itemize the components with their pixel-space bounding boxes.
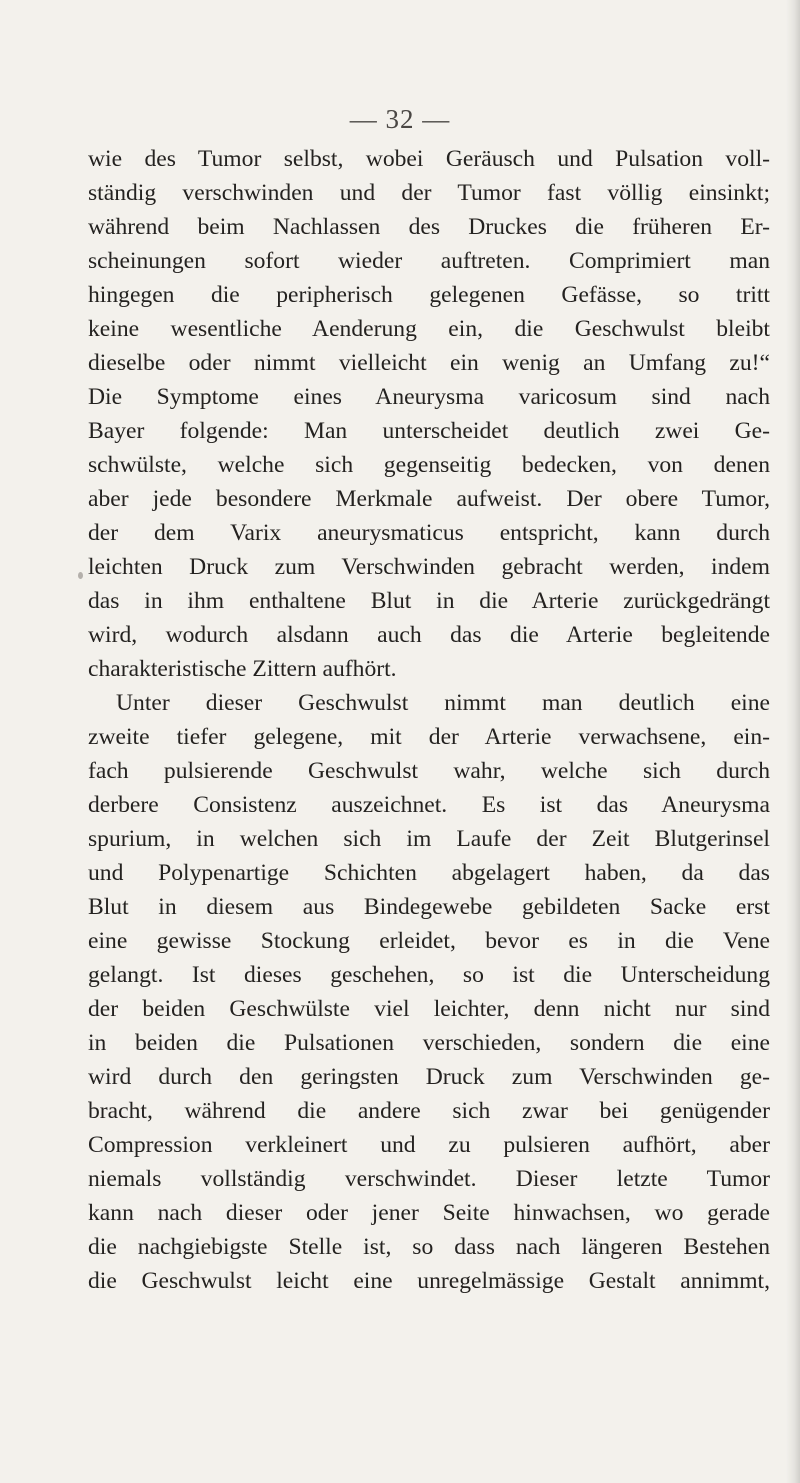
page-number: — 32 — xyxy=(349,104,451,134)
text-line: wird durch den geringsten Druck zum Verschwinden ge- xyxy=(88,1064,770,1090)
text-line: scheinungen sofort wieder auftreten. Comprimiert man xyxy=(88,248,770,274)
text-line: die Geschwulst leicht eine unregelmässige Gestalt annimmt, xyxy=(88,1268,770,1294)
body-text xyxy=(88,142,770,1298)
text-line: wird, wodurch alsdann auch das die Arterie begleitende xyxy=(88,622,770,648)
text-line: dieselbe oder nimmt vielleicht ein wenig an Umfang zu!“ xyxy=(88,350,770,376)
text-line: spurium, in welchen sich im Laufe der Zeit Blutgerinsel xyxy=(88,826,770,852)
text-line: schwülste, welche sich gegenseitig bedecken, von denen xyxy=(88,452,770,478)
text-line: niemals vollständig verschwindet. Dieser letzte Tumor xyxy=(88,1166,770,1192)
text-line: in beiden die Pulsationen verschieden, sondern die eine xyxy=(88,1030,770,1056)
text-line: Blut in diesem aus Bindegewebe gebildeten Sacke erst xyxy=(88,894,770,920)
text-line: der dem Varix aneurysmaticus entspricht, kann durch xyxy=(88,520,770,546)
text-line: kann nach dieser oder jener Seite hinwachsen, wo gerade xyxy=(88,1200,770,1226)
text-line: fach pulsierende Geschwulst wahr, welche sich durch xyxy=(88,758,770,784)
text-line: bracht, während die andere sich zwar bei genügender xyxy=(88,1098,770,1124)
text-line: keine wesentliche Aenderung ein, die Geschwulst bleibt xyxy=(88,316,770,342)
text-line: das in ihm enthaltene Blut in die Arterie zurückgedrängt xyxy=(88,588,770,614)
text-line: leichten Druck zum Verschwinden gebracht werden, indem xyxy=(88,554,770,580)
text-line: derbere Consistenz auszeichnet. Es ist das Aneurysma xyxy=(88,792,770,818)
page-edge-shadow xyxy=(786,0,800,1483)
text-line: gelangt. Ist dieses geschehen, so ist die Unterscheidung xyxy=(88,962,770,988)
text-line: hingegen die peripherisch gelegenen Gefässe, so tritt xyxy=(88,282,770,308)
text-line: Die Symptome eines Aneurysma varicosum sind nach xyxy=(88,384,770,410)
paper-speck xyxy=(78,572,83,579)
paragraph-start-line: Unter dieser Geschwulst nimmt man deutlich eine xyxy=(116,690,770,716)
text-line: der beiden Geschwülste viel leichter, denn nicht nur sind xyxy=(88,996,770,1022)
text-line: aber jede besondere Merkmale aufweist. Der obere Tumor, xyxy=(88,486,770,512)
text-line: Bayer folgende: Man unterscheidet deutlich zwei Ge- xyxy=(88,418,770,444)
text-line: zweite tiefer gelegene, mit der Arterie verwachsene, ein- xyxy=(88,724,770,750)
text-line: ständig verschwinden und der Tumor fast völlig einsinkt; xyxy=(88,180,770,206)
text-line: während beim Nachlassen des Druckes die früheren Er- xyxy=(88,214,770,240)
text-line: wie des Tumor selbst, wobei Geräusch und Pulsation voll- xyxy=(88,146,770,172)
text-line: Compression verkleinert und zu pulsieren aufhört, aber xyxy=(88,1132,770,1158)
text-line: charakteristische Zittern aufhört. xyxy=(88,656,397,682)
text-line: und Polypenartige Schichten abgelagert haben, da das xyxy=(88,860,770,886)
text-line: eine gewisse Stockung erleidet, bevor es in die Vene xyxy=(88,928,770,954)
text-line: die nachgiebigste Stelle ist, so dass nach längeren Bestehen xyxy=(88,1234,770,1260)
